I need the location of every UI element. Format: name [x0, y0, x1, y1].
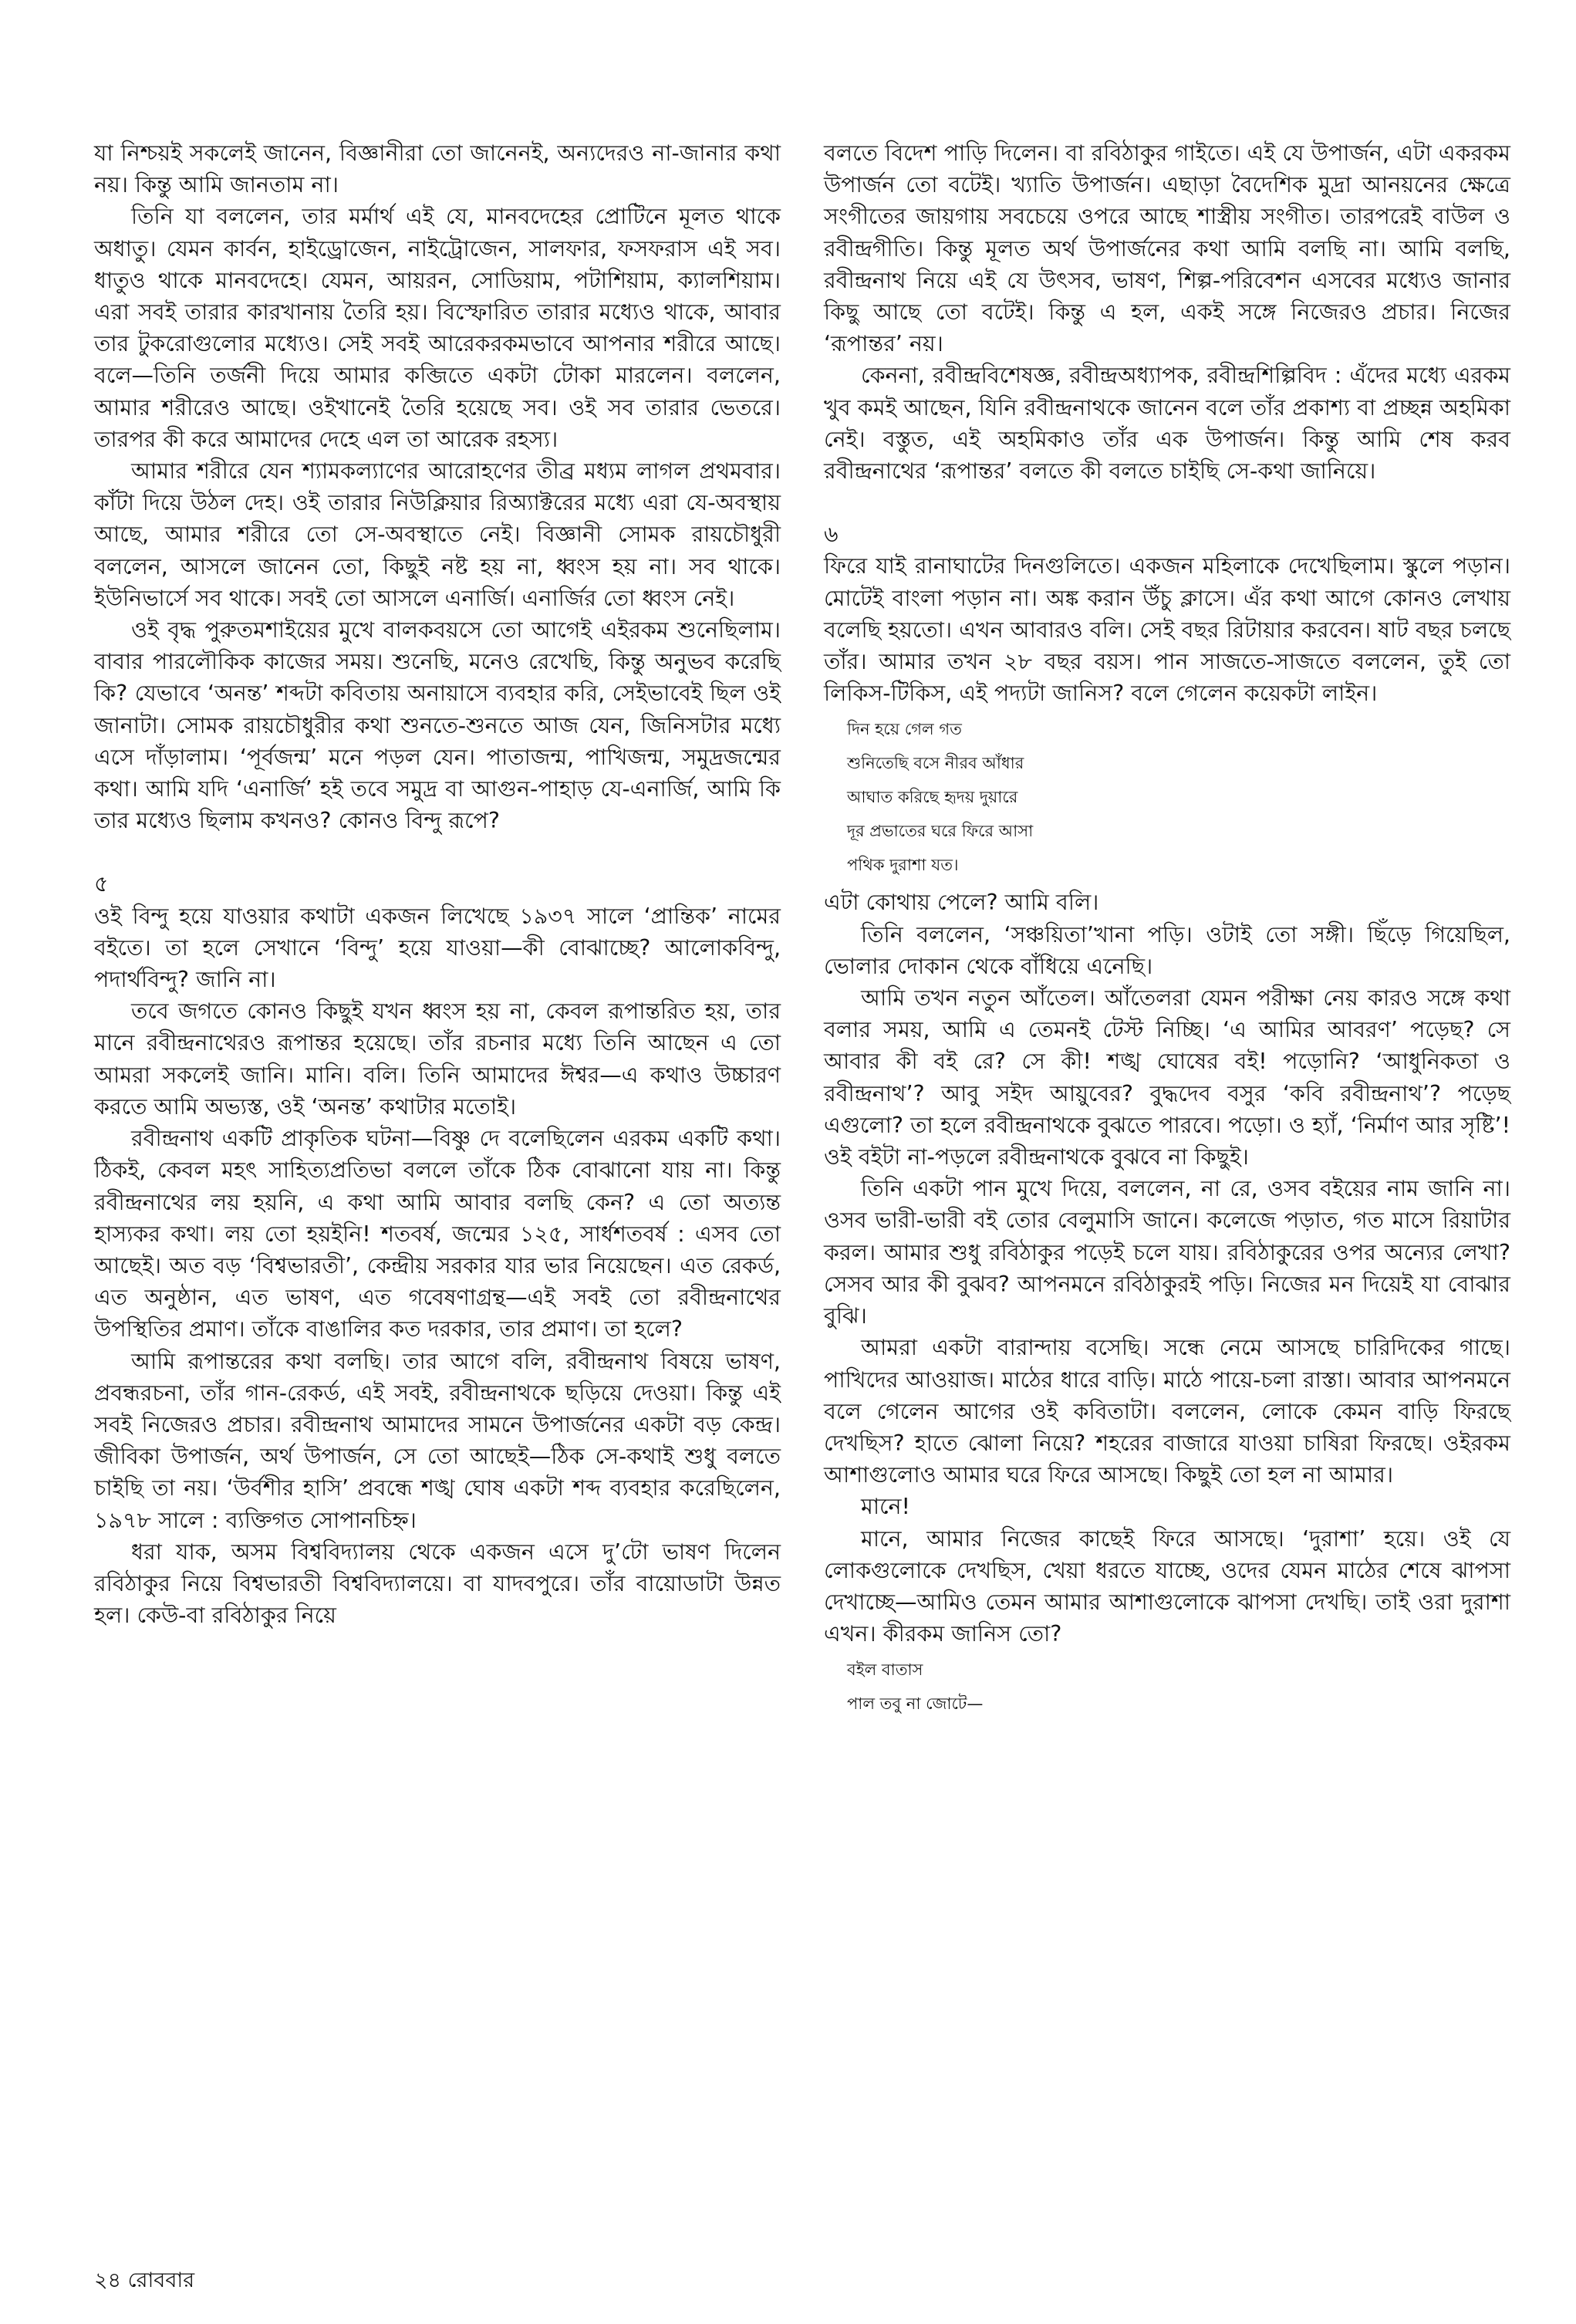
section-number: ৬ — [824, 522, 839, 548]
paragraph: তিনি যা বললেন, তার মর্মার্থ এই যে, মানবদেহের প্রোটিনে মূলত থাকে অধাতু। যেমন কার্বন, হাইড্রোজেন, নাইট্রোজেন, সালফার, ফসফরাস এই সব। ধাতুও থাকে মানবদেহে। যেমন, আয়রন, সোডিয়াম, পটাশিয়াম, ক্যালশিয়াম। এরা সবই তারার কারখানায় তৈরি হয়। বিস্ফোরিত তারার মধ্যেও থাকে, আবার তার টুকরোগুলোর মধ্যেও। সেই সবই আরেকরকমভাবে আপনার শরীরে আছে। বলে—তিনি তর্জনী দিয়ে আমার কব্জিতে একটা টোকা মারলেন। বললেন, আমার শরীরেও আছে। ওইখানেই তৈরি হয়েছে সব। ওই সব তারার ভেতরে। তারপর কী করে আমাদের দেহে এল তা আরেক রহস্য। — [94, 204, 781, 452]
paragraph: ওই বৃদ্ধ পুরুতমশাইয়ের মুখে বালকবয়সে তো আগেই এইরকম শুনেছিলাম। বাবার পারলৌকিক কাজের সময়। শুনেছি, মনেও রেখেছি, কিন্তু অনুভব করেছি কি? যেভাবে ‘অনন্ত’ শব্দটা কবিতায় অনায়াসে ব্যবহার করি, সেইভাবেই ছিল ওই জানাটা। সোমক রায়চৌধুরীর কথা শুনতে-শুনতে আজ যেন, জিনিসটার মধ্যে এসে দাঁড়ালাম। ‘পূর্বজন্ম’ মনে পড়ল যেন। পাতাজন্ম, পাখিজন্ম, সমুদ্রজন্মের কথা। আমি যদি ‘এনার্জি’ হই তবে সমুদ্র বা আগুন-পাহাড় যে-এনার্জি, আমি কি তার মধ্যেও ছিলাম কখনও? কোনও বিন্দু রূপে? — [94, 617, 781, 834]
poem-line: দূর প্রভাতের ঘরে ফিরে আসা — [847, 822, 1034, 841]
page-number: ২৪ — [94, 2268, 122, 2292]
paragraph: মানে! — [861, 1494, 910, 1520]
magazine-name: রোববার — [127, 2268, 195, 2292]
section-number: ৫ — [94, 871, 109, 897]
paragraph: ধরা যাক, অসম বিশ্ববিদ্যালয় থেকে একজন এসে দু’টো ভাষণ দিলেন রবিঠাকুর নিয়ে বিশ্বভারতী বিশ্ববিদ্যালয়ে। বা যাদবপুরে। তাঁর বায়োডাটা উন্নত হল। কেউ-বা রবিঠাকুর নিয়ে — [94, 1539, 781, 1629]
poem-line: শুনিতেছি বসে নীরব আঁধার — [847, 754, 1024, 773]
paragraph: আমি তখন নতুন আঁতেল। আঁতেলরা যেমন পরীক্ষা নেয় কারও সঙ্গে কথা বলার সময়, আমি এ তেমনই টেস্ট নিচ্ছি। ‘এ আমির আবরণ’ পড়েছ? সে আবার কী বই রে? সে কী! শঙ্খ ঘোষের বই! পড়োনি? ‘আধুনিকতা ও রবীন্দ্রনাথ’? আবু সইদ আয়ুবের? বুদ্ধদেব বসুর ‘কবি রবীন্দ্রনাথ’? পড়েছ এগুলো? তা হলে রবীন্দ্রনাথকে বুঝতে পারবে। পড়ো। ও হ্যাঁ, ‘নির্মাণ আর সৃষ্টি’! ওই বইটা না-পড়লে রবীন্দ্রনাথকে বুঝবে না কিছুই। — [824, 985, 1510, 1170]
poem-line: দিন হয়ে গেল গত — [847, 720, 962, 739]
paragraph: তিনি একটা পান মুখে দিয়ে, বললেন, না রে, ওসব বইয়ের নাম জানি না। ওসব ভারী-ভারী বই তোর বেলুমাসি জানে। কলেজে পড়াত, গত মাসে রিয়াটার করল। আমার শুধু রবিঠাকুর পড়েই চলে যায়। রবিঠাকুরের ওপর অন্যের লেখা? সেসব আর কী বুঝব? আপনমনে রবিঠাকুরই পড়ি। নিজের মন দিয়েই যা বোঝার বুঝি। — [824, 1176, 1510, 1329]
page-footer — [94, 2267, 194, 2295]
paragraph: বলতে বিদেশ পাড়ি দিলেন। বা রবিঠাকুর গাইতে। এই যে উপার্জন, এটা একরকম উপার্জন তো বটেই। খ্যাতি উপার্জন। এছাড়া বৈদেশিক মুদ্রা আনয়নের ক্ষেত্রে সংগীতের জায়গায় সবচেয়ে ওপরে আছে শাস্ত্রীয় সংগীত। তারপরেই বাউল ও রবীন্দ্রগীতি। কিন্তু মূলত অর্থ উপার্জনের কথা আমি বলছি না। আমি বলছি, রবীন্দ্রনাথ নিয়ে এই যে উৎসব, ভাষণ, শিল্প-পরিবেশন এসবের মধ্যেও জানার কিছু আছে তো বটেই। কিন্তু এ হল, একই সঙ্গে নিজেরও প্রচার। নিজের ‘রূপান্তর’ নয়। — [824, 140, 1510, 357]
paragraph: ওই বিন্দু হয়ে যাওয়ার কথাটা একজন লিখেছে ১৯৩৭ সালে ‘প্রান্তিক’ নামের বইতে। তা হলে সেখানে ‘বিন্দু’ হয়ে যাওয়া—কী বোঝাচ্ছে? আলোকবিন্দু, পদার্থবিন্দু? জানি না। — [94, 903, 781, 993]
paragraph: আমার শরীরে যেন শ্যামকল্যাণের আরোহণের তীব্র মধ্যম লাগল প্রথমবার। কাঁটা দিয়ে উঠল দেহ। ওই তারার নিউক্লিয়ার রিঅ্যাক্টরের মধ্যে এরা যে-অবস্থায় আছে, আমার শরীরে তো সে-অবস্থাতে নেই। বিজ্ঞানী সোমক রায়চৌধুরী বললেন, আসলে জানেন তো, কিছুই নষ্ট হয় না, ধ্বংস হয় না। সব থাকে। ইউনিভার্সে সব থাকে। সবই তো আসলে এনার্জি। এনার্জির তো ধ্বংস নেই। — [94, 458, 781, 611]
paragraph: কেননা, রবীন্দ্রবিশেষজ্ঞ, রবীন্দ্রঅধ্যাপক, রবীন্দ্রশিল্পিবিদ : এঁদের মধ্যে এরকম খুব কমই আছেন, যিনি রবীন্দ্রনাথকে জানেন বলে তাঁর প্রকাশ্য বা প্রচ্ছন্ন অহমিকা নেই। বস্তুত, এই অহমিকাও তাঁর এক উপার্জন। কিন্তু আমি শেষ করব রবীন্দ্রনাথের ‘রূপান্তর’ বলতে কী বলতে চাইছি সে-কথা জানিয়ে। — [824, 363, 1510, 485]
right-column — [824, 137, 1510, 1725]
poem-quote — [824, 712, 1510, 882]
poem-quote — [824, 1653, 1510, 1721]
left-column — [94, 137, 781, 1631]
poem-line: পাল তবু না জোটে— — [847, 1694, 984, 1714]
paragraph: এটা কোথায় পেলে? আমি বলি। — [824, 890, 1099, 916]
paragraph: আমরা একটা বারান্দায় বসেছি। সন্ধে নেমে আসছে চারিদিকের গাছে। পাখিদের আওয়াজ। মাঠের ধারে বাড়ি। মাঠে পায়ে-চলা রাস্তা। আবার আপনমনে বলে গেলেন আগের ওই কবিতাটা। বললেন, লোকে কেমন বাড়ি ফিরছে দেখছিস? হাতে ঝোলা নিয়ে? শহরের বাজারে যাওয়া চাষিরা ফিরছে। ওইরকম আশাগুলোও আমার ঘরে ফিরে আসছে। কিছুই তো হল না আমার। — [824, 1335, 1510, 1488]
paragraph: যা নিশ্চয়ই সকলেই জানেন, বিজ্ঞানীরা তো জানেনই, অন্যদেরও না-জানার কথা নয়। কিন্তু আমি জানতাম না। — [94, 140, 781, 198]
paragraph: তিনি বললেন, ‘সঞ্চয়িতা’খানা পড়ি। ওটাই তো সঙ্গী। ছিঁড়ে গিয়েছিল, ভোলার দোকান থেকে বাঁধিয়ে এনেছি। — [824, 921, 1510, 979]
paragraph: মানে, আমার নিজের কাছেই ফিরে আসছে। ‘দুরাশা’ হয়ে। ওই যে লোকগুলোকে দেখছিস, খেয়া ধরতে যাচ্ছে, ওদের যেমন মাঠের শেষে ঝাপসা দেখাচ্ছে—আমিও তেমন আমার আশাগুলোকে ঝাপসা দেখছি। তাই ওরা দুরাশা এখন। কীরকম জানিস তো? — [824, 1525, 1510, 1647]
poem-line: আঘাত করিছে হৃদয় দুয়ারে — [847, 788, 1018, 807]
paragraph: ফিরে যাই রানাঘাটের দিনগুলিতে। একজন মহিলাকে দেখেছিলাম। স্কুলে পড়ান। মোটেই বাংলা পড়ান না। অঙ্ক করান উঁচু ক্লাসে। এঁর কথা আগে কোনও লেখায় বলেছি হয়তো। এখন আবারও বলি। সেই বছর রিটায়ার করবেন। ষাট বছর চলছে তাঁর। আমার তখন ২৮ বছর বয়স। পান সাজতে-সাজতে বললেন, তুই তো লিকিস-টিকিস, এই পদ্যটা জানিস? বলে গেলেন কয়েকটা লাইন। — [824, 553, 1510, 707]
poem-line: পথিক দুরাশা যত। — [847, 856, 959, 875]
paragraph: রবীন্দ্রনাথ একটি প্রাকৃতিক ঘটনা—বিষ্ণু দে বলেছিলেন এরকম একটি কথা। ঠিকই, কেবল মহৎ সাহিত্যপ্রতিভা বললে তাঁকে ঠিক বোঝানো যায় না। কিন্তু রবীন্দ্রনাথের লয় হয়নি, এ কথা আমি আবার বলছি কেন? এ তো অত্যন্ত হাস্যকর কথা। লয় তো হয়ইনি! শতবর্ষ, জন্মের ১২৫, সার্ধশতবর্ষ : এসব তো আছেই। অত বড় ‘বিশ্বভারতী’, কেন্দ্রীয় সরকার যার ভার নিয়েছেন। এত রেকর্ড, এত অনুষ্ঠান, এত ভাষণ, এত গবেষণাগ্রন্থ—এই সবই তো রবীন্দ্রনাথের উপস্থিতির প্রমাণ। তাঁকে বাঙালির কত দরকার, তার প্রমাণ। তা হলে? — [94, 1126, 781, 1343]
poem-line: বইল বাতাস — [847, 1660, 923, 1680]
paragraph: আমি রূপান্তরের কথা বলছি। তার আগে বলি, রবীন্দ্রনাথ বিষয়ে ভাষণ, প্রবন্ধরচনা, তাঁর গান-রেকর্ড, এই সবই, রবীন্দ্রনাথকে ছড়িয়ে দেওয়া। কিন্তু এই সবই নিজেরও প্রচার। রবীন্দ্রনাথ আমাদের সামনে উপার্জনের একটা বড় কেন্দ্র। জীবিকা উপার্জন, অর্থ উপার্জন, সে তো আছেই—ঠিক সে-কথাই শুধু বলতে চাইছি তা নয়। ‘উর্বশীর হাসি’ প্রবন্ধে শঙ্খ ঘোষ একটা শব্দ ব্যবহার করেছিলেন, ১৯৭৮ সালে : ব্যক্তিগত সোপানচিহ্ন। — [94, 1348, 781, 1533]
paragraph: তবে জগতে কোনও কিছুই যখন ধ্বংস হয় না, কেবল রূপান্তরিত হয়, তার মানে রবীন্দ্রনাথেরও রূপান্তর হয়েছে। তাঁর রচনার মধ্যে তিনি আছেন এ তো আমরা সকলেই জানি। মানি। বলি। তিনি আমাদের ঈশ্বর—এ কথাও উচ্চারণ করতে আমি অভ্যস্ত, ওই ‘অনন্ত’ কথাটার মতোই। — [94, 998, 781, 1120]
